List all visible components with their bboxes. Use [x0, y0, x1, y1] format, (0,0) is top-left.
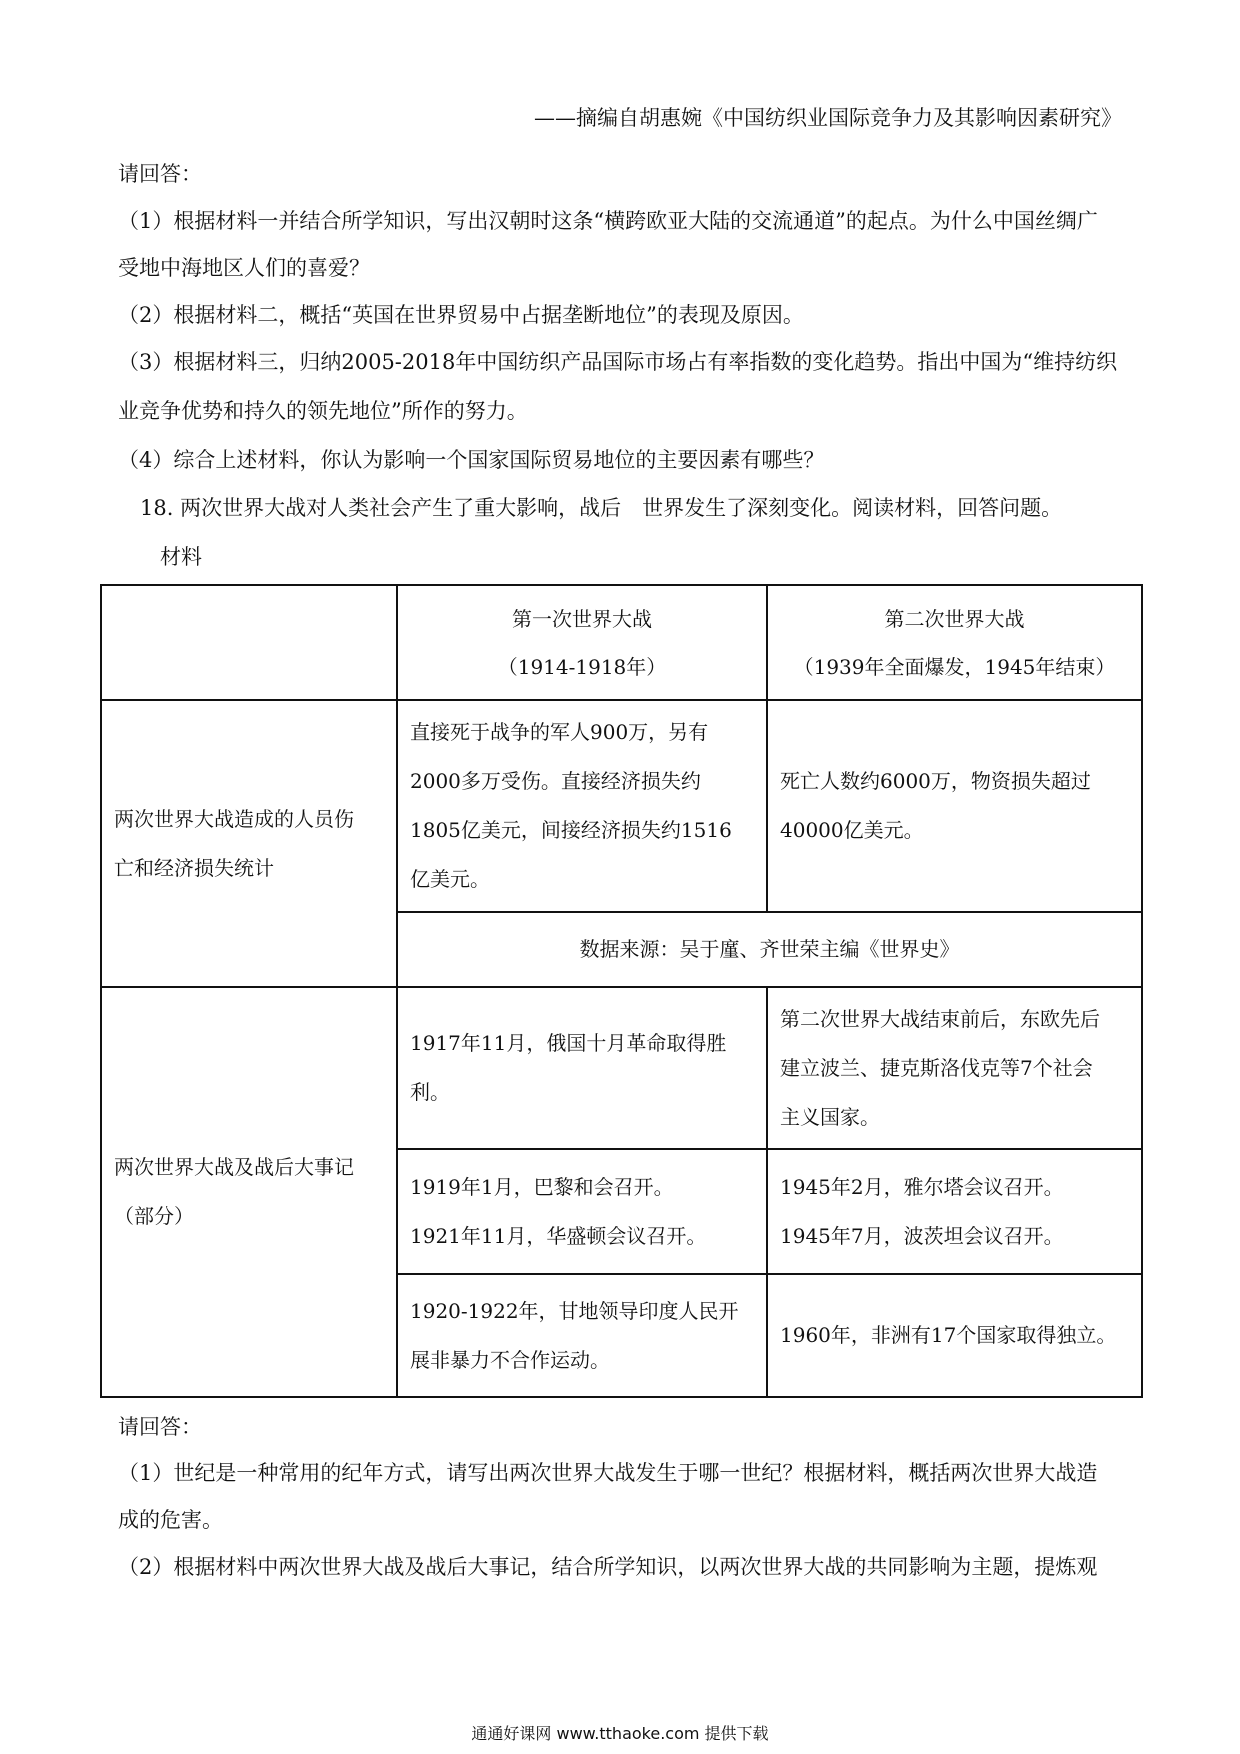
- q17-item-2: （2）根据材料二，概括“英国在世界贸易中占据垄断地位”的表现及原因。: [118, 303, 804, 327]
- q18-item-2: （2）根据材料中两次世界大战及战后大事记，结合所学知识，以两次世界大战的共同影响为主题，提炼观: [118, 1555, 1098, 1579]
- q18-item-1b: 成的危害。: [118, 1508, 223, 1532]
- ww1-event-cell: [397, 1274, 767, 1397]
- q17-item-3a: （3）根据材料三，归纳2005-2018年中国纺织产品国际市场占有率指数的变化趋势。指出中国为“维持纺织: [118, 350, 1118, 374]
- casualties-label-line: 亡和经济损失统计: [114, 855, 274, 880]
- ww2-event-line: 1960年，非洲有17个国家取得独立。: [780, 1323, 1117, 1347]
- q17-item-1a: （1）根据材料一并结合所学知识，写出汉朝时这条“横跨欧亚大陆的交流通道”的起点。为什么中国丝绸广: [118, 209, 1098, 233]
- page-footer: 通通好课网 www.tthaoke.com 提供下载: [471, 1724, 769, 1743]
- q17-item-3b: 业竞争优势和持久的领先地位”所作的努力。: [118, 399, 528, 423]
- q18-item-1a: （1）世纪是一种常用的纪年方式，请写出两次世界大战发生于哪一世纪？根据材料，概括两次世界大战造: [118, 1461, 1098, 1485]
- data-source-cell: 数据来源：吴于廑、齐世荣主编《世界史》: [397, 912, 1142, 987]
- ww1-title: 第一次世界大战: [512, 606, 652, 631]
- events-label-line: （部分）: [114, 1204, 194, 1228]
- casualties-label-line: 两次世界大战造成的人员伤: [114, 806, 354, 831]
- q17-item-1b: 受地中海地区人们的喜爱？: [118, 256, 370, 280]
- ww2-event-line: 1945年7月，波茨坦会议召开。: [780, 1223, 1064, 1248]
- ww1-years: （1914-1918年）: [497, 654, 667, 679]
- q17-item-4: （4）综合上述材料，你认为影响一个国家国际贸易地位的主要因素有哪些？: [118, 448, 825, 472]
- ww2-event-line: 建立波兰、捷克斯洛伐克等7个社会: [780, 1055, 1093, 1080]
- table-header-row: [101, 585, 1142, 700]
- material-label: 材料: [160, 545, 202, 569]
- ww2-event-cell: [767, 987, 1142, 1149]
- ww1-event-line: 1919年1月，巴黎和会召开。: [410, 1174, 674, 1199]
- material-table: [100, 584, 1143, 1398]
- ww2-event-line: 主义国家。: [780, 1104, 880, 1129]
- ww1-event-line: 1920-1922年，甘地领导印度人民开: [410, 1298, 739, 1323]
- events-label-line: 两次世界大战及战后大事记: [114, 1155, 354, 1179]
- ww1-casualties-cell: [397, 700, 767, 912]
- ww1-header-cell: [397, 585, 767, 700]
- ww2-event-line: 1945年2月，雅尔塔会议召开。: [780, 1174, 1064, 1199]
- ww2-event-line: 第二次世界大战结束前后，东欧先后: [780, 1006, 1100, 1031]
- header-empty-cell: [101, 585, 397, 700]
- ww1-event-line: 利。: [410, 1080, 450, 1104]
- ww1-casualties-line: 2000多万受伤。直接经济损失约: [410, 769, 701, 793]
- ww1-event-cell: [397, 1149, 767, 1274]
- ww2-casualties-line: 40000亿美元。: [780, 818, 924, 842]
- ww1-casualties-line: 直接死于战争的军人900万，另有: [410, 720, 709, 744]
- q18-title: 18. 两次世界大战对人类社会产生了重大影响，战后 世界发生了深刻变化。阅读材料，回答问题。: [140, 496, 1063, 520]
- events-row-1: [101, 987, 1142, 1149]
- ww2-casualties-cell: [767, 700, 1142, 912]
- ww1-event-line: 1921年11月，华盛顿会议召开。: [410, 1223, 707, 1248]
- casualties-label-cell: [101, 700, 397, 987]
- source-citation: ——摘编自胡惠婉《中国纺织业国际竞争力及其影响因素研究》: [534, 106, 1122, 130]
- ww1-casualties-line: 亿美元。: [410, 867, 490, 891]
- q18-prompt: 请回答：: [118, 1415, 202, 1439]
- ww2-event-cell: [767, 1149, 1142, 1274]
- ww2-years: （1939年全面爆发，1945年结束）: [793, 654, 1116, 679]
- ww2-casualties-line: 死亡人数约6000万，物资损失超过: [780, 769, 1091, 793]
- ww2-title: 第二次世界大战: [884, 606, 1025, 631]
- ww1-event-cell: [397, 987, 767, 1149]
- ww1-event-line: 展非暴力不合作运动。: [410, 1347, 610, 1372]
- ww2-event-cell: [767, 1274, 1142, 1397]
- events-label-cell: [101, 987, 397, 1397]
- ww1-casualties-line: 1805亿美元，间接经济损失约1516: [410, 818, 732, 842]
- ww1-event-line: 1917年11月，俄国十月革命取得胜: [410, 1031, 727, 1055]
- q17-prompt: 请回答：: [118, 162, 202, 186]
- casualties-row: [101, 700, 1142, 912]
- ww2-header-cell: [767, 585, 1142, 700]
